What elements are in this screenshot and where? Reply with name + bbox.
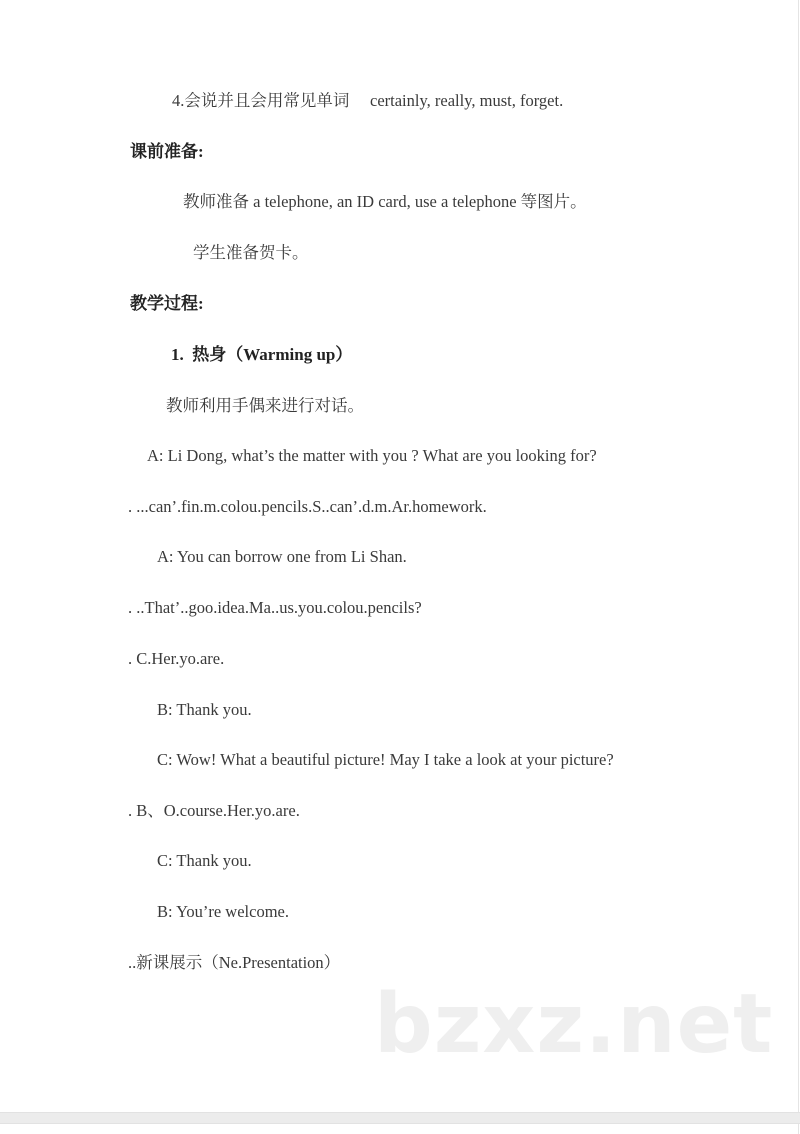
page-separator [0,1112,800,1124]
objective-line: 4.会说并且会用常见单词 certainly, really, must, forget. [172,91,564,110]
dialogue-line: A: Li Dong, what’s the matter with you ? What are you looking for? [147,446,597,465]
dialogue-line: B: You’re welcome. [157,902,289,921]
heading-process: 教学过程: [130,294,204,313]
puppet-instruction: 教师利用手偶来进行对话。 [166,396,364,415]
step-presentation-title: ..新课展示（Ne.Presentation） [128,953,341,972]
dialogue-line: C: Wow! What a beautiful picture! May I take a look at your picture? [157,750,614,769]
watermark-text: bzxz.net [374,977,774,1072]
dialogue-line: C: Thank you. [157,851,252,870]
dialogue-line: . ...can’.fin.m.colou.pencils.S..can’.d.m.Ar.homework. [128,497,487,516]
dialogue-line: . ..That’..goo.idea.Ma..us.you.colou.pencils? [128,598,422,617]
step-warming-up-title: 1. 热身（Warming up） [171,345,353,364]
dialogue-line: B: Thank you. [157,700,252,719]
dialogue-line: A: You can borrow one from Li Shan. [157,547,407,566]
dialogue-line: . C.Her.yo.are. [128,649,225,668]
heading-preparation: 课前准备: [130,142,204,161]
next-page-edge [0,1124,799,1134]
teacher-preparation: 教师准备 a telephone, an ID card, use a telephone 等图片。 [183,192,587,211]
dialogue-line: . B、O.course.Her.yo.are. [128,801,300,820]
student-preparation: 学生准备贺卡。 [193,243,309,262]
